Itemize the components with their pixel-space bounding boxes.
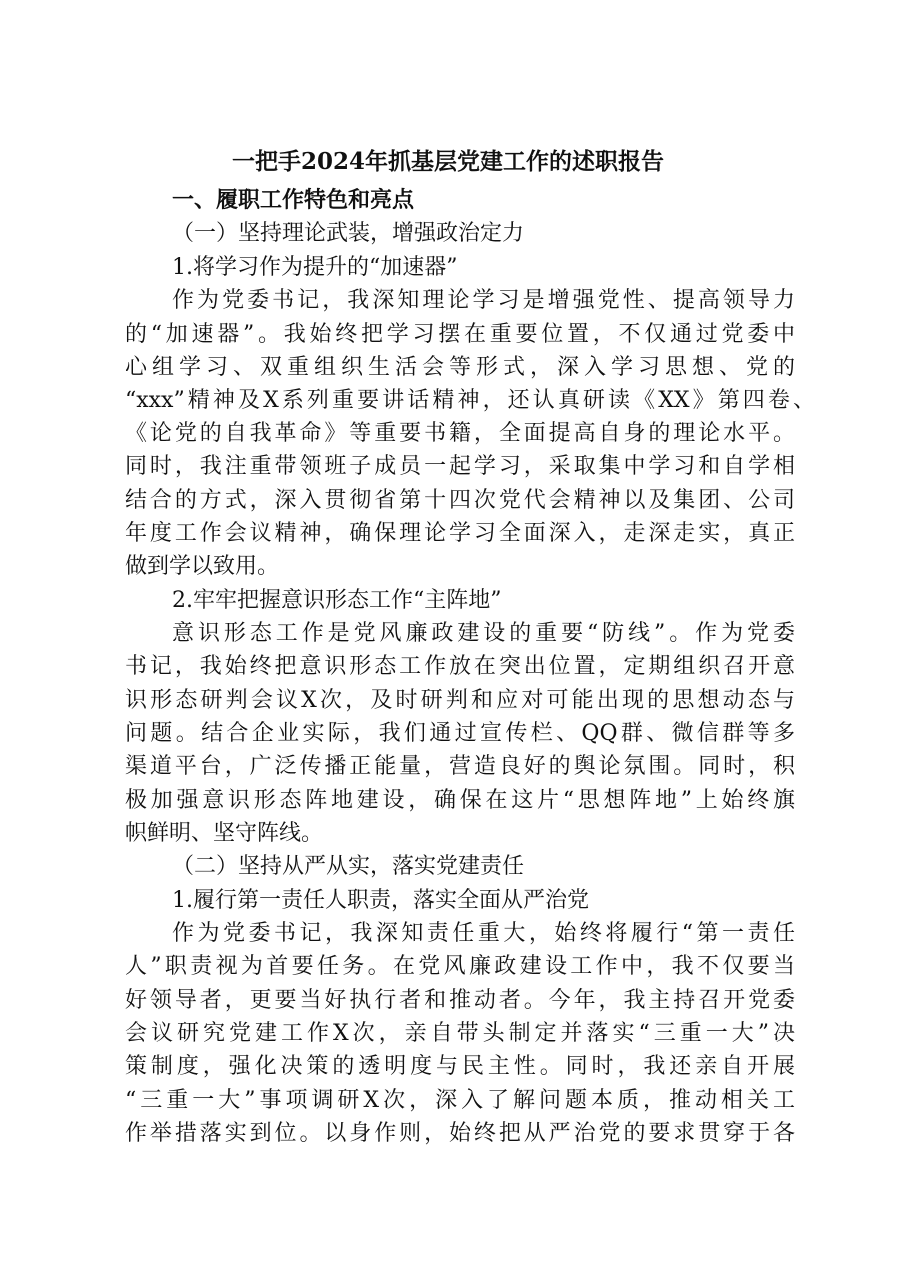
paragraph-line: 作为党委书记，我深知责任重大，始终将履行“第一责任 bbox=[172, 921, 795, 946]
paragraph-line: 心组学习、双重组织生活会等形式，深入学习思想、党的 bbox=[125, 355, 795, 380]
paragraph-line: 极加强意识形态阵地建设，确保在这片“思想阵地”上始终旗 bbox=[125, 788, 795, 813]
paragraph-line: 作为党委书记，我深知理论学习是增强党性、提高领导力 bbox=[172, 288, 795, 313]
paragraph-line: 结合的方式，深入贯彻省第十四次党代会精神以及集团、公司 bbox=[125, 488, 795, 513]
paragraph-line: “三重一大”事项调研X次，深入了解问题本质，推动相关工 bbox=[125, 1088, 795, 1113]
subsection-heading-1: （一）坚持理论武装，增强政治定力 bbox=[172, 221, 525, 246]
paragraph-line: 的“加速器”。我始终把学习摆在重要位置，不仅通过党委中 bbox=[125, 322, 795, 347]
paragraph-line: 识形态研判会议X次，及时研判和应对可能出现的思想动态与 bbox=[125, 688, 795, 713]
paragraph-line: 《论党的自我革命》等重要书籍，全面提高自身的理论水平。 bbox=[125, 421, 795, 446]
document-title: 一把手2024年抓基层党建工作的述职报告 bbox=[232, 148, 665, 175]
paragraph-line: 会议研究党建工作X次，亲自带头制定并落实“三重一大”决 bbox=[125, 1021, 795, 1046]
item-heading-1-1: 1.将学习作为提升的“加速器” bbox=[172, 255, 458, 280]
section-heading-1: 一、履职工作特色和亮点 bbox=[172, 187, 415, 213]
paragraph-line: 帜鲜明、坚守阵线。 bbox=[125, 821, 324, 846]
item-heading-2-1: 1.履行第一责任人职责，落实全面从严治党 bbox=[172, 888, 589, 913]
paragraph-line: 人”职责视为首要任务。在党风廉政建设工作中，我不仅要当 bbox=[125, 954, 795, 979]
paragraph-line: “xxx”精神及X系列重要讲话精神，还认真研读《XX》第四卷、 bbox=[125, 388, 815, 413]
paragraph-line: 做到学以致用。 bbox=[125, 554, 280, 579]
paragraph-line: 作举措落实到位。以身作则，始终把从严治党的要求贯穿于各 bbox=[125, 1121, 795, 1146]
paragraph-line: 同时，我注重带领班子成员一起学习，采取集中学习和自学相 bbox=[125, 454, 795, 479]
paragraph-line: 策制度，强化决策的透明度与民主性。同时，我还亲自开展 bbox=[125, 1054, 795, 1079]
paragraph-line: 渠道平台，广泛传播正能量，营造良好的舆论氛围。同时，积 bbox=[125, 754, 795, 779]
paragraph-line: 好领导者，更要当好执行者和推动者。今年，我主持召开党委 bbox=[125, 988, 795, 1013]
paragraph-line: 书记，我始终把意识形态工作放在突出位置，定期组织召开意 bbox=[125, 654, 795, 679]
paragraph-line: 意识形态工作是党风廉政建设的重要“防线”。作为党委 bbox=[172, 621, 795, 646]
paragraph-line: 年度工作会议精神，确保理论学习全面深入，走深走实，真正 bbox=[125, 521, 795, 546]
item-heading-1-2: 2.牢牢把握意识形态工作“主阵地” bbox=[172, 588, 502, 613]
paragraph-line: 问题。结合企业实际，我们通过宣传栏、QQ群、微信群等多 bbox=[125, 721, 795, 746]
subsection-heading-2: （二）坚持从严从实，落实党建责任 bbox=[172, 854, 525, 879]
